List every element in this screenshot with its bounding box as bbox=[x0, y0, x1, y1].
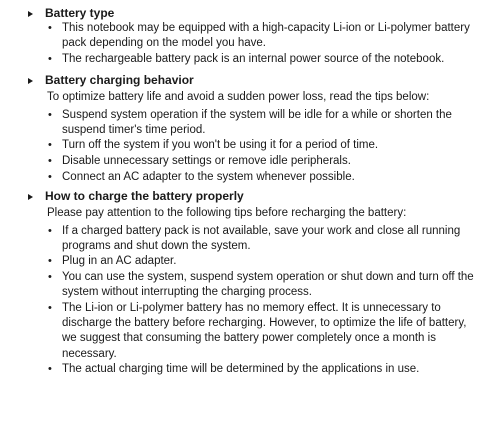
section-battery-type bbox=[0, 6, 500, 68]
list-item-text: Plug in an AC adapter. bbox=[62, 255, 177, 268]
bullet-dot-icon: • bbox=[48, 255, 52, 268]
bullet-dot-icon: • bbox=[48, 224, 52, 237]
list-item bbox=[0, 254, 500, 269]
list-item-text: This notebook may be equipped with a high-capacity Li-ion or Li-polymer battery pack depending on the model you have. bbox=[62, 22, 470, 50]
list-item-text: The rechargeable battery pack is an internal power source of the notebook. bbox=[62, 52, 445, 65]
list-item-text: Disable unnecessary settings or remove idle peripherals. bbox=[62, 155, 351, 168]
section-heading bbox=[28, 73, 500, 88]
list-item bbox=[0, 224, 500, 254]
list-item-text: The actual charging time will be determined by the applications in use. bbox=[62, 363, 420, 376]
section-heading-text: Battery type bbox=[45, 6, 115, 20]
section-intro: To optimize battery life and avoid a sudden power loss, read the tips below: bbox=[47, 91, 430, 103]
list-item-text: If a charged battery pack is not available, save your work and close all running programs and shut down the system. bbox=[62, 224, 461, 252]
section-heading-text: How to charge the battery properly bbox=[45, 189, 244, 203]
section-heading bbox=[28, 189, 500, 204]
section-heading-text: Battery charging behavior bbox=[45, 73, 194, 87]
list-item bbox=[0, 108, 500, 138]
list-item-text: You can use the system, suspend system operation or shut down and turn off the system without interrupting the charging process. bbox=[62, 271, 474, 299]
list-item bbox=[0, 138, 500, 153]
bullet-dot-icon: • bbox=[48, 108, 52, 121]
list-item bbox=[0, 154, 500, 169]
bullet-dot-icon: • bbox=[48, 302, 52, 315]
bullet-list bbox=[0, 224, 500, 378]
bullet-dot-icon: • bbox=[48, 52, 52, 65]
bullet-list bbox=[0, 108, 500, 186]
list-item bbox=[0, 21, 500, 51]
bullet-dot-icon: • bbox=[48, 271, 52, 284]
triangle-bullet-icon bbox=[28, 194, 33, 200]
bullet-dot-icon: • bbox=[48, 22, 52, 34]
list-item bbox=[0, 170, 500, 185]
list-item-text: Turn off the system if you won't be using it for a period of time. bbox=[62, 139, 379, 152]
bullet-list bbox=[0, 21, 500, 67]
section-intro: Please pay attention to the following tips before recharging the battery: bbox=[47, 207, 407, 219]
list-item bbox=[0, 301, 500, 362]
list-item-text: Suspend system operation if the system will be idle for a while or shorten the suspend timer's time period. bbox=[62, 108, 452, 136]
bullet-dot-icon: • bbox=[48, 363, 52, 376]
list-item bbox=[0, 52, 500, 67]
section-charging-behavior bbox=[0, 73, 500, 186]
list-item bbox=[0, 362, 500, 377]
list-item-text: Connect an AC adapter to the system whenever possible. bbox=[62, 170, 355, 183]
list-item-text: The Li-ion or Li-polymer battery has no memory effect. It is unnecessary to discharge the battery before recharging. However, to optimize the life of battery, we suggest that consuming the battery power completely once a month is necessary. bbox=[62, 302, 467, 360]
bullet-dot-icon: • bbox=[48, 139, 52, 152]
section-heading bbox=[28, 6, 500, 21]
bullet-dot-icon: • bbox=[48, 155, 52, 168]
triangle-bullet-icon bbox=[28, 11, 33, 17]
triangle-bullet-icon bbox=[28, 78, 33, 84]
list-item bbox=[0, 270, 500, 300]
section-how-to-charge bbox=[0, 189, 500, 378]
bullet-dot-icon: • bbox=[48, 170, 52, 183]
